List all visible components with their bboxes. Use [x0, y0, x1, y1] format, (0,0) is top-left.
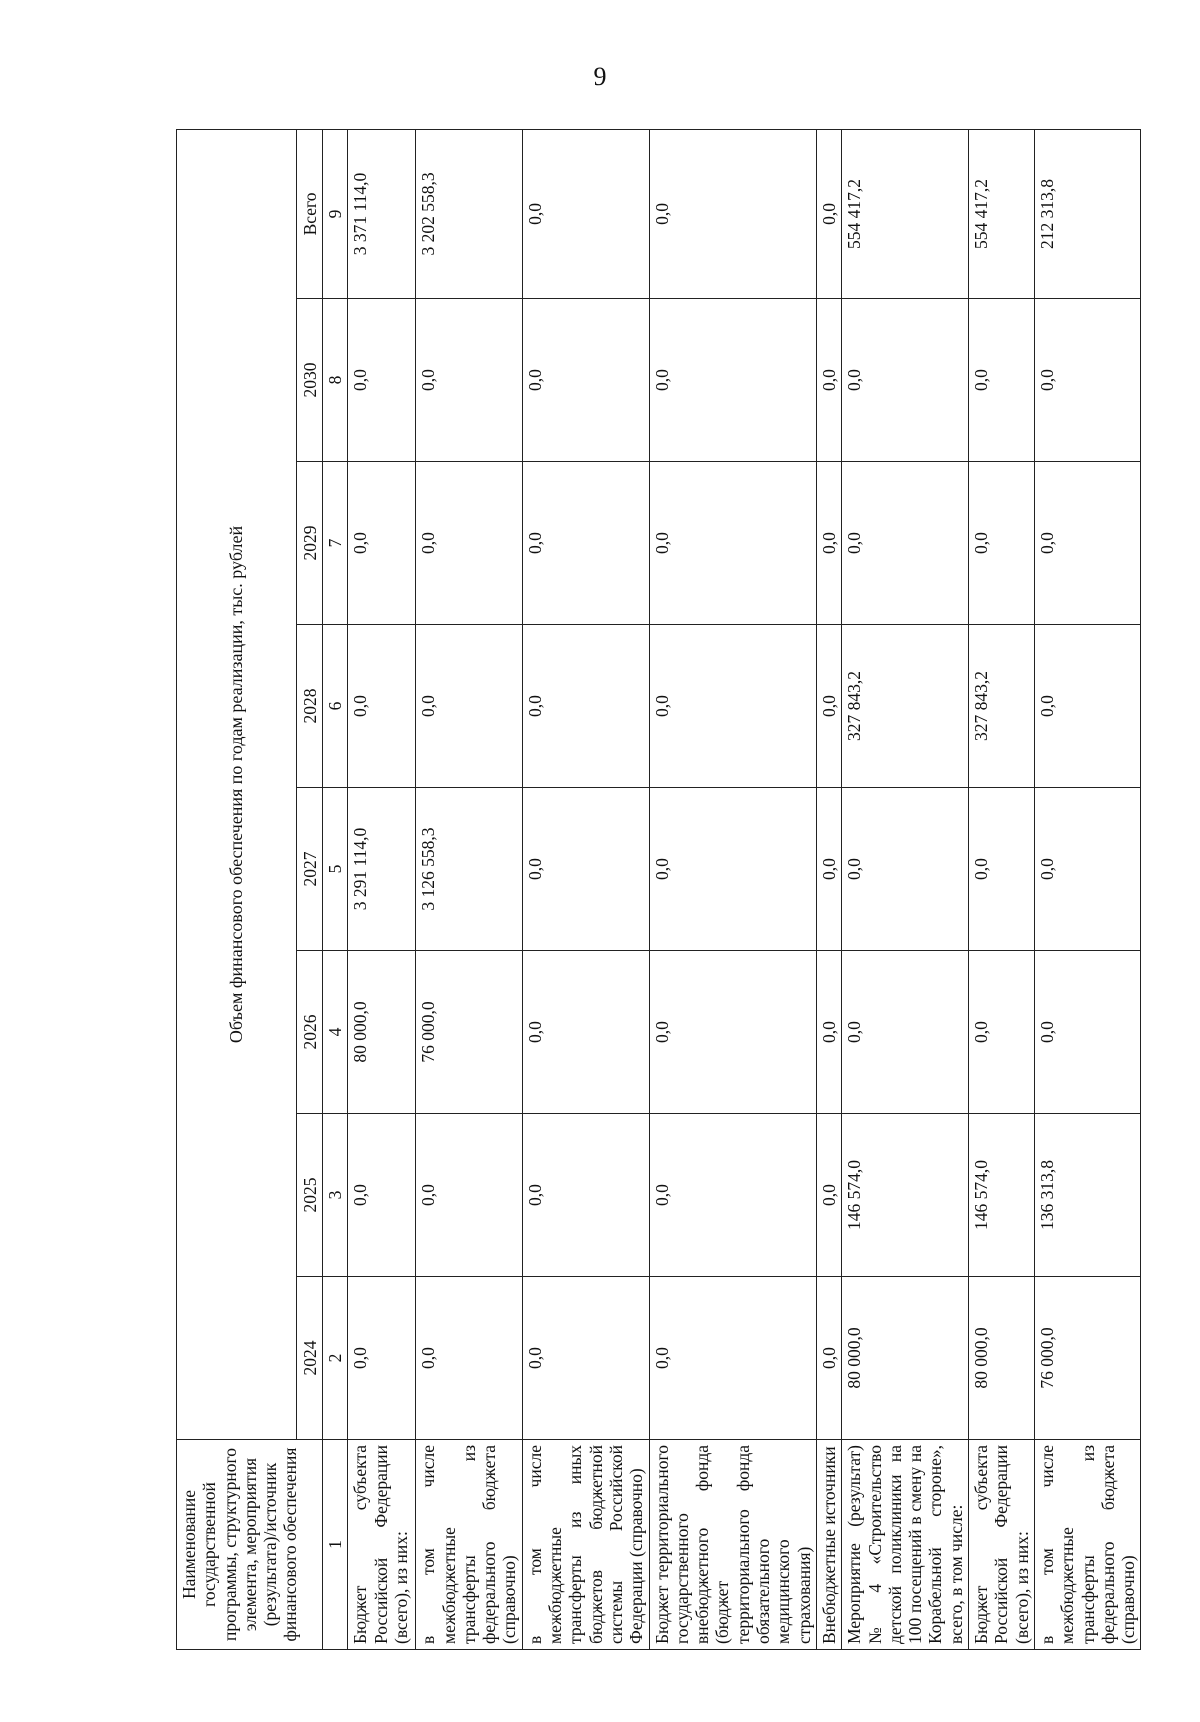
cell-value: 0,0: [816, 625, 841, 788]
cell-value: 0,0: [416, 1277, 522, 1440]
column-number: 4: [323, 951, 348, 1114]
cell-value: 3 126 558,3: [416, 788, 522, 951]
cell-value: 0,0: [416, 462, 522, 625]
cell-value: 0,0: [842, 788, 969, 951]
cell-value: 0,0: [522, 462, 649, 625]
header-name-column: Наименование государственной программы, структурного элемента, мероприятия (результата)/источник финансового обеспечения: [177, 1440, 323, 1650]
cell-value: 0,0: [1034, 788, 1140, 951]
cell-value: 146 574,0: [842, 1114, 969, 1277]
cell-value: 146 574,0: [969, 1114, 1035, 1277]
table-row: [816, 129, 841, 1649]
table-row: [649, 129, 816, 1649]
cell-value: 0,0: [348, 299, 416, 462]
table-row: [522, 129, 649, 1649]
cell-value: 0,0: [816, 1114, 841, 1277]
cell-value: 0,0: [969, 462, 1035, 625]
column-number: 7: [323, 462, 348, 625]
column-number: 3: [323, 1114, 348, 1277]
table-row: [348, 129, 416, 1649]
header-total: Всего: [297, 129, 323, 298]
cell-value: 0,0: [522, 788, 649, 951]
cell-value: 80 000,0: [969, 1277, 1035, 1440]
cell-value: 212 313,8: [1034, 129, 1140, 298]
row-name: в том числе межбюджетные трансферты из иных бюджетов бюджетной системы Российской Федерации (справочно): [522, 1440, 649, 1650]
cell-value: 0,0: [649, 1277, 816, 1440]
row-name: в том числе межбюджетные трансферты из федерального бюджета (справочно): [1034, 1440, 1140, 1650]
cell-value: 0,0: [842, 462, 969, 625]
cell-value: 0,0: [816, 788, 841, 951]
table-row: [416, 129, 522, 1649]
cell-value: 80 000,0: [348, 951, 416, 1114]
cell-value: 3 371 114,0: [348, 129, 416, 298]
cell-value: 0,0: [1034, 299, 1140, 462]
cell-value: 0,0: [348, 1114, 416, 1277]
cell-value: 3 291 114,0: [348, 788, 416, 951]
column-number: 9: [323, 129, 348, 298]
header-year: 2030: [297, 299, 323, 462]
row-name: Бюджет субъекта Российской Федерации (всего), из них:: [969, 1440, 1035, 1650]
cell-value: 0,0: [522, 299, 649, 462]
cell-value: 80 000,0: [842, 1277, 969, 1440]
cell-value: 0,0: [649, 1114, 816, 1277]
cell-value: 0,0: [842, 951, 969, 1114]
row-name: Внебюджетные источники: [816, 1440, 841, 1650]
column-number: 5: [323, 788, 348, 951]
cell-value: 0,0: [522, 951, 649, 1114]
cell-value: 0,0: [649, 462, 816, 625]
cell-value: 0,0: [649, 299, 816, 462]
cell-value: 0,0: [969, 299, 1035, 462]
cell-value: 136 313,8: [1034, 1114, 1140, 1277]
table-row: [969, 129, 1035, 1649]
header-year: 2028: [297, 625, 323, 788]
cell-value: 0,0: [522, 625, 649, 788]
cell-value: 76 000,0: [1034, 1277, 1140, 1440]
row-name: Бюджет субъекта Российской Федерации (всего), из них:: [348, 1440, 416, 1650]
cell-value: 76 000,0: [416, 951, 522, 1114]
row-name: Бюджет территориального государственного внебюджетного фонда (бюджет территориального фонда обязательного медицинского страхования): [649, 1440, 816, 1650]
row-name: Мероприятие (результат) № 4 «Строительство детской поликлиники на 100 посещений в смену на Корабельной стороне», всего, в том числе:: [842, 1440, 969, 1650]
cell-value: 0,0: [816, 1277, 841, 1440]
page-number: 9: [593, 62, 607, 91]
cell-value: 0,0: [522, 129, 649, 298]
header-year: 2029: [297, 462, 323, 625]
header-year: 2024: [297, 1277, 323, 1440]
cell-value: 0,0: [842, 299, 969, 462]
header-year: 2025: [297, 1114, 323, 1277]
cell-value: 0,0: [348, 462, 416, 625]
cell-value: 0,0: [816, 129, 841, 298]
cell-value: 0,0: [348, 1277, 416, 1440]
cell-value: 0,0: [816, 951, 841, 1114]
column-number: 1: [323, 1440, 348, 1650]
header-year: 2027: [297, 788, 323, 951]
cell-value: 0,0: [522, 1277, 649, 1440]
cell-value: 0,0: [969, 788, 1035, 951]
table-row: [842, 129, 969, 1649]
cell-value: 0,0: [522, 1114, 649, 1277]
cell-value: 0,0: [649, 129, 816, 298]
cell-value: 0,0: [416, 299, 522, 462]
cell-value: 0,0: [416, 1114, 522, 1277]
cell-value: 327 843,2: [842, 625, 969, 788]
cell-value: 0,0: [416, 625, 522, 788]
cell-value: 3 202 558,3: [416, 129, 522, 298]
header-year: 2026: [297, 951, 323, 1114]
cell-value: 327 843,2: [969, 625, 1035, 788]
cell-value: 0,0: [649, 788, 816, 951]
table-row: [1034, 129, 1140, 1649]
financing-table: [176, 129, 1141, 1650]
cell-value: 0,0: [1034, 462, 1140, 625]
column-number: 6: [323, 625, 348, 788]
cell-value: 554 417,2: [969, 129, 1035, 298]
cell-value: 0,0: [969, 951, 1035, 1114]
header-volume-caption: Объем финансового обеспечения по годам реализации, тыс. рублей: [177, 129, 297, 1439]
cell-value: 0,0: [1034, 951, 1140, 1114]
cell-value: 0,0: [816, 462, 841, 625]
column-number: 8: [323, 299, 348, 462]
cell-value: 0,0: [649, 625, 816, 788]
financing-table-container: [176, 130, 1139, 1650]
cell-value: 0,0: [1034, 625, 1140, 788]
cell-value: 0,0: [348, 625, 416, 788]
column-number: 2: [323, 1277, 348, 1440]
cell-value: 554 417,2: [842, 129, 969, 298]
row-name: в том числе межбюджетные трансферты из федерального бюджета (справочно): [416, 1440, 522, 1650]
cell-value: 0,0: [649, 951, 816, 1114]
cell-value: 0,0: [816, 299, 841, 462]
